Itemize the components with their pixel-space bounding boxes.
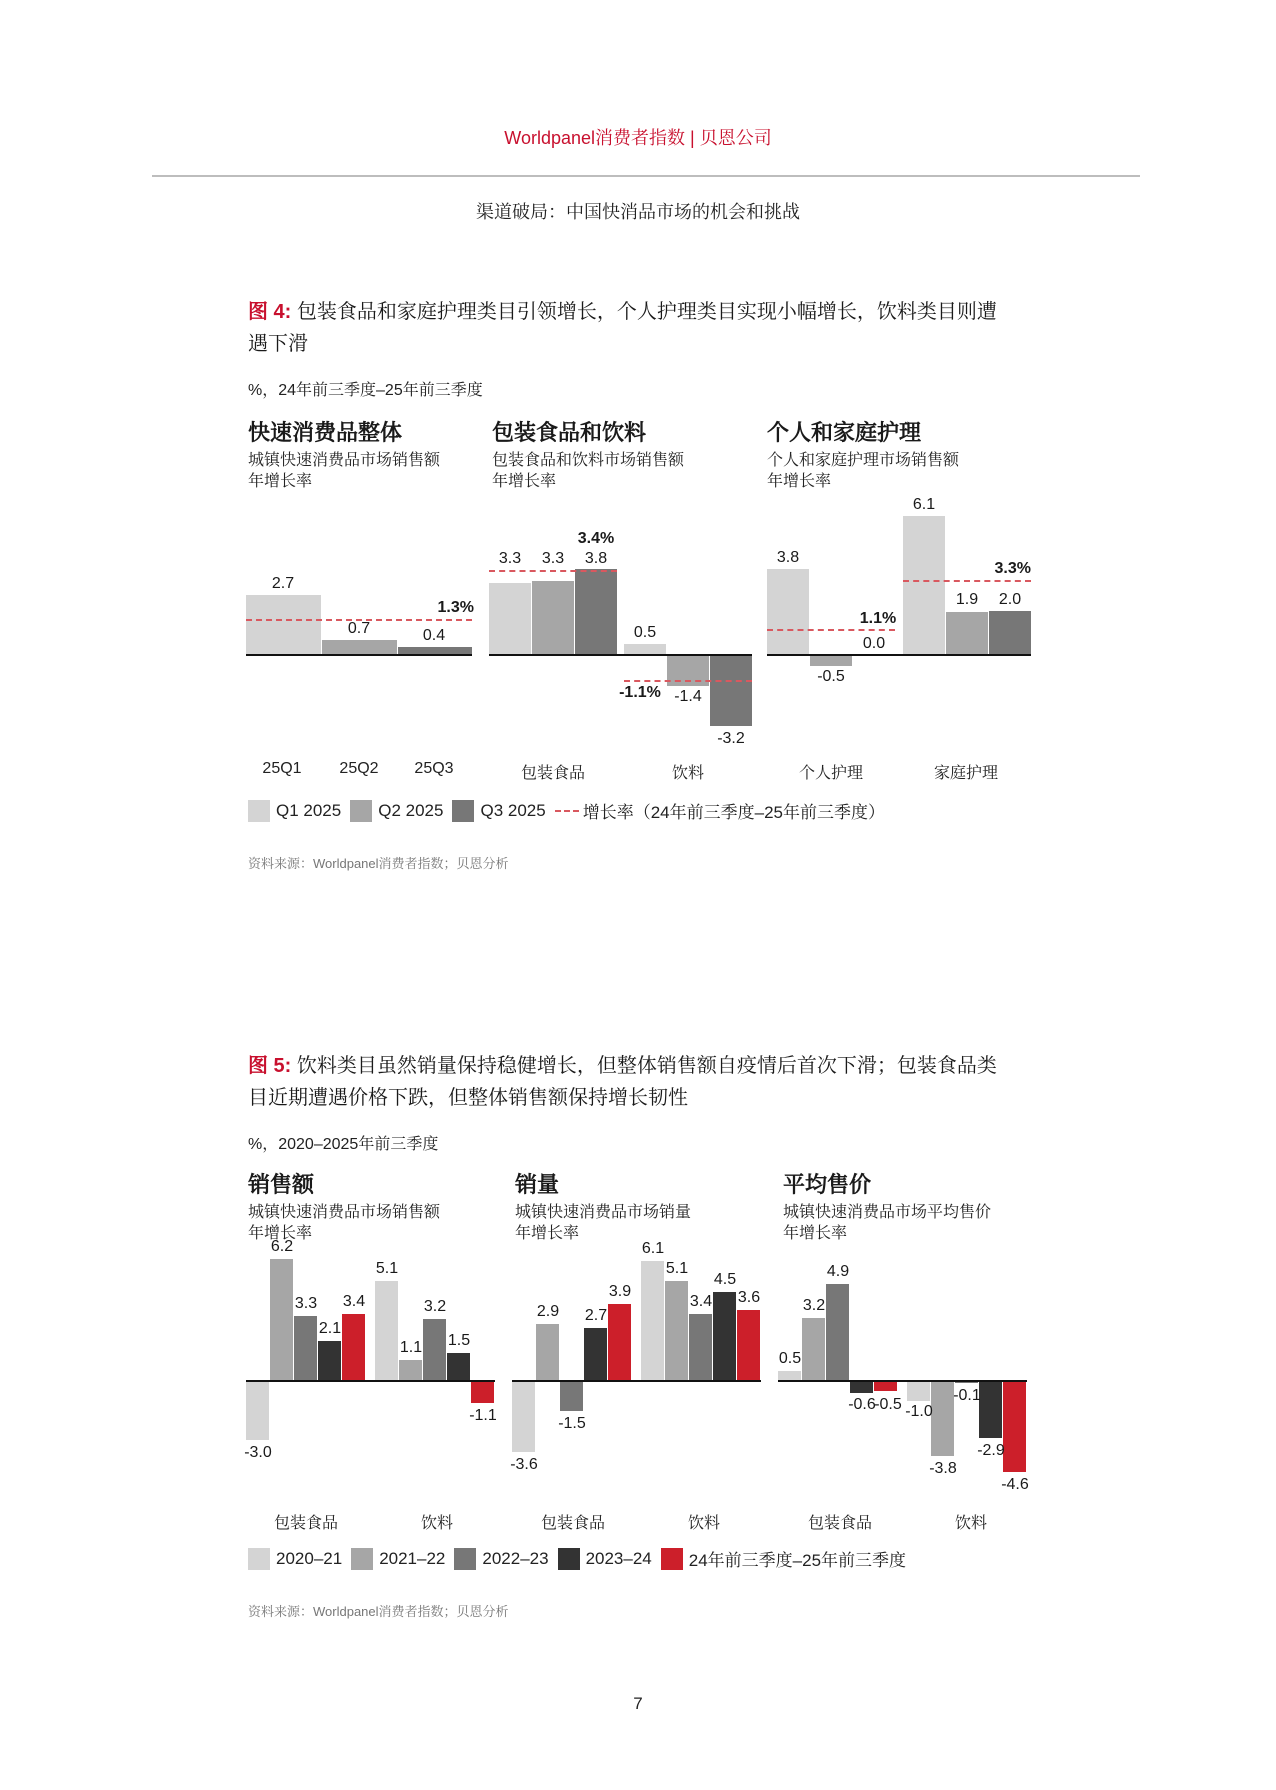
value-label: 2.7: [271, 575, 295, 592]
value-label: -0.5: [817, 668, 845, 685]
bar-vol-bev-2021: [641, 1261, 664, 1381]
subtitle-line: 年增长率: [492, 473, 557, 490]
value-label: -4.6: [1001, 1476, 1029, 1493]
figure5-title-line1: 饮料类目虽然销量保持稳健增长，但整体销售额自疫情后首次下滑；包装食品类: [296, 1055, 997, 1077]
value-label: 2.1: [318, 1320, 342, 1337]
category-label: 包装食品: [273, 1515, 338, 1532]
panel-title-care: 个人和家庭护理: [767, 420, 922, 445]
bar-price-food-2324: [850, 1381, 873, 1393]
panel-title-food-bev: 包装食品和饮料: [492, 420, 647, 445]
bar-sales-food-2122: [270, 1259, 293, 1381]
bar-sales-bev-ytd: [471, 1381, 494, 1403]
bar-food-q3: [575, 569, 617, 655]
value-label: 0.5: [778, 1350, 802, 1367]
figure4-legend: [248, 798, 894, 823]
value-label: 5.1: [375, 1260, 399, 1277]
bar-hc-q1: [903, 516, 945, 655]
legend-label: Q2 2025: [378, 800, 444, 820]
rate-label-food: 3.4%: [577, 530, 615, 547]
panel-subtitle-food-bev: [492, 450, 684, 492]
value-label: -1.5: [558, 1415, 586, 1432]
header-brand: Worldpanel消费者指数 | 贝恩公司: [504, 128, 772, 148]
category-label: 饮料: [420, 1515, 453, 1532]
figure4-unit: %，24年前三季度–25年前三季度: [248, 382, 483, 399]
subtitle-line: 年增长率: [767, 473, 832, 490]
category-label: 25Q1: [262, 760, 302, 777]
category-label: 包装食品: [520, 765, 585, 782]
legend-label: 增长率（24年前三季度–25年前三季度）: [582, 803, 885, 822]
value-label: 2.9: [536, 1303, 560, 1320]
value-label: -0.1: [953, 1387, 981, 1404]
value-label: 6.1: [641, 1240, 665, 1257]
legend-label: 2020–21: [276, 1548, 343, 1568]
value-label: 3.4: [342, 1293, 366, 1310]
bar-vol-food-2324: [584, 1328, 607, 1381]
bar-fmcg-25q1: [246, 595, 321, 655]
bar-vol-food-2021: [512, 1381, 535, 1452]
value-label: 1.5: [447, 1332, 471, 1349]
value-label: 0.7: [347, 620, 371, 637]
value-label: -1.0: [905, 1403, 933, 1420]
value-label: 3.3: [294, 1295, 318, 1312]
value-label: 4.5: [713, 1271, 737, 1288]
value-label: -3.8: [929, 1460, 957, 1477]
rate-line-hc: [903, 580, 1031, 582]
legend-item-2020-21: [248, 1548, 342, 1570]
panel-title-price: 平均售价: [783, 1172, 872, 1197]
category-label: 25Q2: [339, 760, 379, 777]
category-label: 饮料: [954, 1515, 987, 1532]
legend-label: 2022–23: [482, 1548, 549, 1568]
legend-item-q3: [452, 800, 545, 822]
axis-food-bev: [489, 654, 752, 656]
category-label: 饮料: [687, 1515, 720, 1532]
subtitle-line: 年增长率: [783, 1225, 848, 1242]
rate-label-pc: 1.1%: [859, 610, 897, 627]
legend-swatch: [661, 1548, 683, 1570]
subtitle-line: 年增长率: [515, 1225, 580, 1242]
value-label: -3.0: [244, 1444, 272, 1461]
value-label: -1.1: [469, 1407, 497, 1424]
value-label: 3.2: [423, 1298, 447, 1315]
legend-item-2022-23: [454, 1548, 548, 1570]
legend-label: Q3 2025: [480, 800, 546, 820]
legend-swatch: [454, 1548, 476, 1570]
value-label: 2.0: [998, 591, 1022, 608]
bar-sales-bev-2122: [399, 1360, 422, 1381]
rate-line-pc: [767, 629, 895, 631]
axis-care: [767, 654, 1031, 656]
category-label: 家庭护理: [933, 765, 998, 782]
value-label: 2.7: [584, 1307, 608, 1324]
value-label: -3.2: [717, 730, 745, 747]
panel-title-volume: 销量: [515, 1172, 560, 1197]
figure5-legend: [248, 1546, 915, 1571]
bar-sales-food-2021: [246, 1381, 269, 1440]
category-label: 个人护理: [798, 765, 863, 782]
value-label: 3.8: [776, 549, 800, 566]
bar-vol-bev-2223: [689, 1314, 712, 1381]
panel-subtitle-fmcg: [248, 450, 440, 492]
rate-label-bev: -1.1%: [619, 684, 661, 701]
category-label: 包装食品: [807, 1515, 872, 1532]
subtitle-line: 城镇快速消费品市场平均售价: [783, 1204, 992, 1221]
value-label: 3.8: [584, 550, 608, 567]
value-label: 1.9: [955, 591, 979, 608]
bar-pc-q1: [767, 569, 809, 655]
panel-subtitle-volume: [515, 1202, 691, 1244]
value-label: 4.9: [826, 1263, 850, 1280]
bar-sales-bev-2324: [447, 1353, 470, 1381]
legend-item-ytd: [661, 1546, 906, 1571]
subtitle-line: 包装食品和饮料市场销售额: [492, 452, 685, 469]
figure5-title-line2: 目近期遭遇价格下跌，但整体销售额保持增长韧性: [248, 1087, 688, 1109]
legend-label: 2021–22: [379, 1548, 446, 1568]
figure5-title: [248, 1050, 1048, 1114]
rate-label-hc: 3.3%: [994, 560, 1031, 577]
value-label: 5.1: [665, 1260, 689, 1277]
subtitle-line: 年增长率: [248, 473, 313, 490]
axis-volume: [512, 1380, 761, 1382]
bar-sales-food-2324: [318, 1341, 341, 1381]
legend-swatch: [558, 1548, 580, 1570]
category-label: 包装食品: [540, 1515, 605, 1532]
figure5-number: 图 5:: [248, 1055, 292, 1077]
value-label: 3.2: [802, 1297, 826, 1314]
legend-item-q2: [350, 800, 443, 822]
bar-vol-food-2122: [536, 1324, 559, 1381]
axis-price: [778, 1380, 1027, 1382]
figure4-source: 资料来源：Worldpanel消费者指数；贝恩分析: [248, 856, 509, 871]
value-label: 0.4: [422, 627, 446, 644]
bar-food-q1: [489, 583, 531, 655]
value-label: 3.3: [498, 550, 522, 567]
legend-label: 2023–24: [585, 1548, 652, 1568]
panel-title-fmcg: 快速消费品整体: [248, 420, 403, 445]
header-subtitle: 渠道破局：中国快消品市场的机会和挑战: [476, 202, 800, 222]
bar-vol-food-2223: [560, 1381, 583, 1411]
page-number: 7: [633, 1694, 643, 1713]
bar-hc-q3: [989, 611, 1031, 655]
axis-fmcg: [246, 654, 472, 656]
figure4-title-line2: 遇下滑: [248, 333, 308, 355]
value-label: 3.4: [689, 1293, 713, 1310]
value-label: 1.1: [399, 1339, 423, 1356]
legend-dash-swatch: [555, 810, 579, 812]
value-label: -3.6: [510, 1456, 538, 1473]
subtitle-line: 城镇快速消费品市场销量: [515, 1204, 692, 1221]
figure4-title: [248, 296, 1048, 360]
subtitle-line: 城镇快速消费品市场销售额: [248, 452, 441, 469]
legend-swatch: [351, 1548, 373, 1570]
bar-hc-q2: [946, 612, 988, 655]
panel-subtitle-price: [783, 1202, 991, 1244]
axis-sales: [246, 1380, 495, 1382]
category-label: 25Q3: [414, 760, 454, 777]
value-label: -0.5: [874, 1396, 902, 1413]
value-label: 0.5: [633, 624, 657, 641]
value-label: 3.3: [541, 550, 565, 567]
legend-item-q1: [248, 800, 341, 822]
rate-label-fmcg: 1.3%: [437, 599, 474, 616]
legend-item-2021-22: [351, 1548, 445, 1570]
legend-item-rate: [555, 798, 885, 823]
figure5-source: 资料来源：Worldpanel消费者指数；贝恩分析: [248, 1604, 509, 1619]
panel-subtitle-care: [767, 450, 959, 492]
value-label: 6.2: [270, 1238, 294, 1255]
figure5-unit: %，2020–2025年前三季度: [248, 1136, 439, 1153]
value-label: 3.6: [737, 1289, 761, 1306]
subtitle-line: 个人和家庭护理市场销售额: [767, 452, 960, 469]
value-label: 3.9: [608, 1283, 632, 1300]
panel-title-sales: 销售额: [248, 1172, 315, 1197]
legend-swatch: [248, 800, 270, 822]
value-label: 0.0: [862, 635, 886, 652]
header-divider: [152, 175, 1140, 177]
subtitle-line: 城镇快速消费品市场销售额: [248, 1204, 441, 1221]
legend-swatch: [452, 800, 474, 822]
rate-line-food: [489, 570, 617, 572]
legend-label: 24年前三季度–25年前三季度: [688, 1551, 907, 1570]
bar-pc-q2: [810, 655, 852, 666]
value-label: -1.4: [674, 688, 702, 705]
value-label: 6.1: [912, 496, 936, 513]
legend-item-2023-24: [558, 1548, 652, 1570]
figure4-number: 图 4:: [248, 301, 292, 323]
rate-line-bev: [624, 680, 752, 682]
bar-price-food-ytd: [874, 1381, 897, 1391]
legend-swatch: [248, 1548, 270, 1570]
category-label: 饮料: [671, 765, 704, 782]
value-label: -0.6: [848, 1396, 876, 1413]
bar-food-q2: [532, 581, 574, 655]
figure4-title-line1: 包装食品和家庭护理类目引领增长，个人护理类目实现小幅增长，饮料类目则遭: [296, 301, 997, 323]
legend-swatch: [350, 800, 372, 822]
subtitle-line: 年增长率: [248, 1225, 313, 1242]
bar-fmcg-25q2: [322, 640, 397, 655]
value-label: -2.9: [977, 1442, 1005, 1459]
bar-vol-bev-ytd: [737, 1310, 760, 1381]
legend-label: Q1 2025: [276, 800, 342, 820]
